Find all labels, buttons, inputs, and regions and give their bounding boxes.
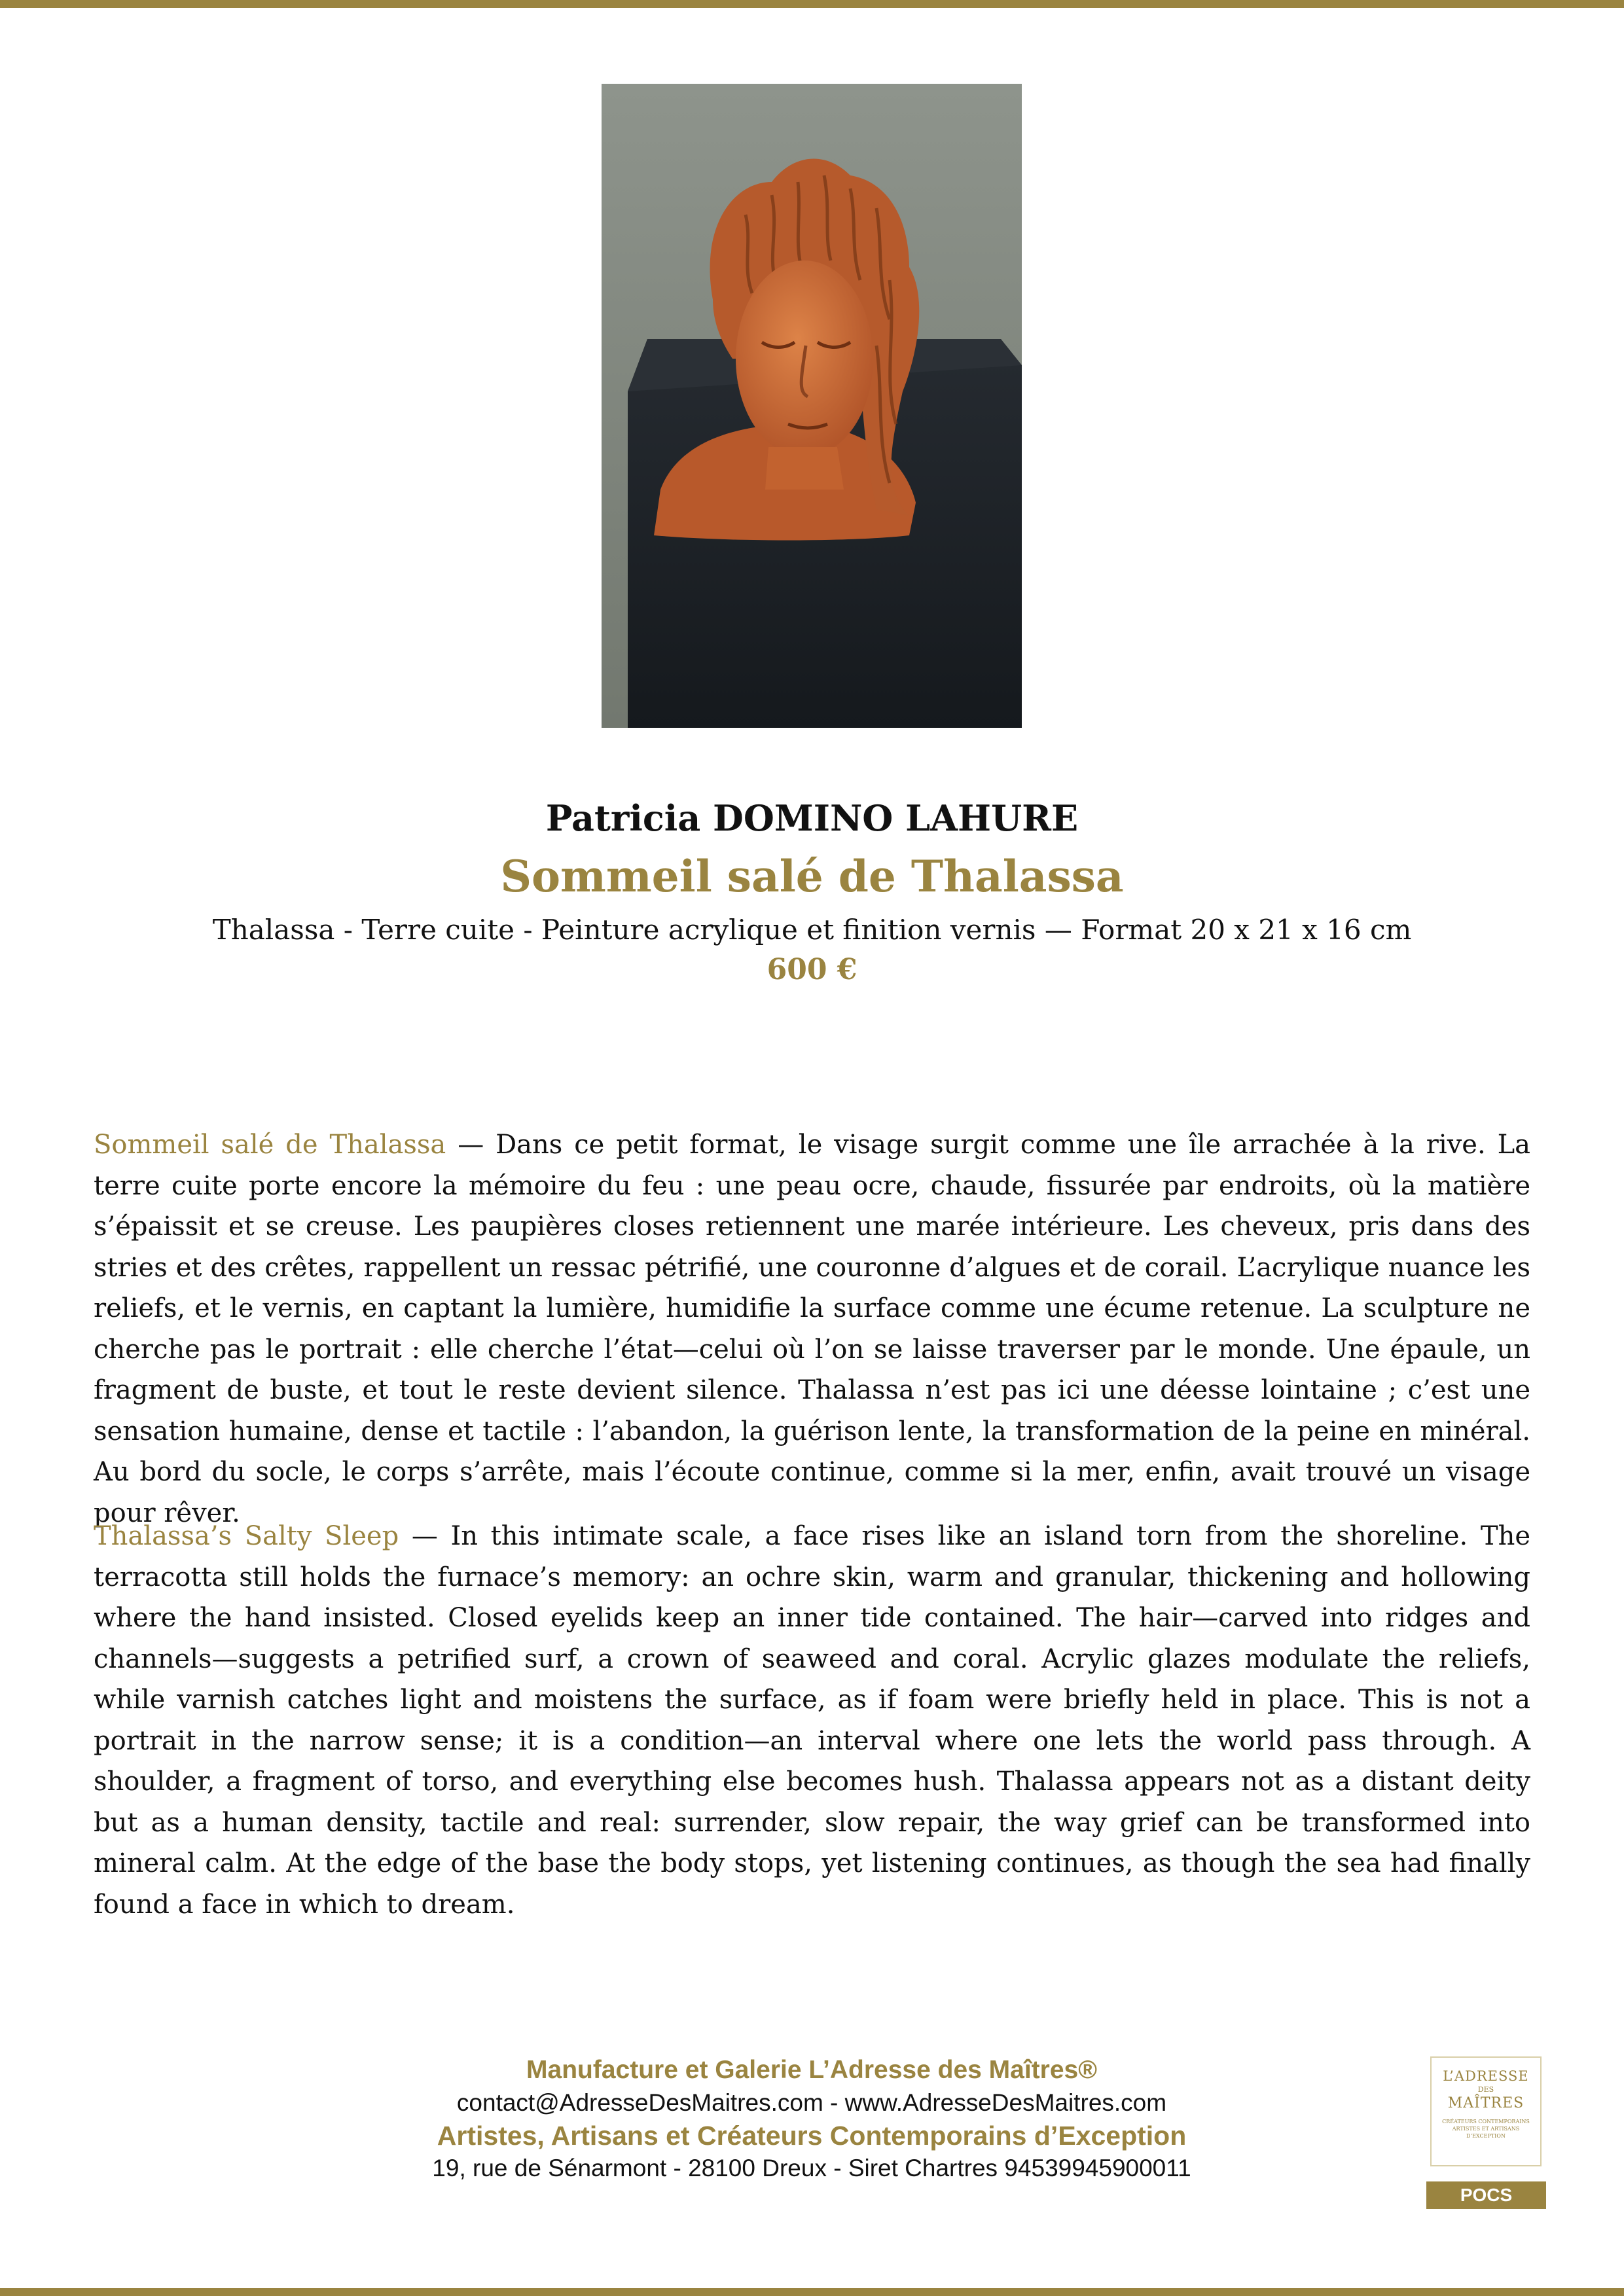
description-french-lead: Sommeil salé de Thalassa [94,1130,446,1160]
artwork-details: Thalassa - Terre cuite - Peinture acrylique et finition vernis — Format 20 x 21 x 16 cm [212,914,1412,946]
logo-line-4: CRÉATEURS CONTEMPORAINS ARTISTES ET ARTISANS D’EXCEPTION [1442,2119,1530,2139]
logo-line-2: DES [1477,2085,1494,2094]
footer-gallery-name: Manufacture et Galerie L’Adresse des Maîtres® [526,2056,1097,2084]
footer-tagline: Artistes, Artisans et Créateurs Contemporains d’Exception [437,2121,1187,2151]
pocs-badge: POCS [1426,2181,1546,2209]
description-english [94,1516,1530,1925]
bottom-border-rule [0,2288,1624,2296]
footer-address: 19, rue de Sénarmont - 28100 Dreux - Siret Chartres 94539945900011 [432,2155,1191,2181]
footer-contact[interactable]: contact@AdresseDesMaitres.com - www.AdresseDesMaitres.com [456,2089,1167,2116]
footer [353,2054,1270,2185]
description-french-text: — Dans ce petit format, le visage surgit comme une île arrachée à la rive. La terre cuite porte encore la mémoire du feu : une peau ocre, chaude, fissurée par endroits, où la matière s’épaissit et se creuse. Les paupières closes retiennent une marée intérieure. Les cheveux, pris dans des stries et des crêtes, rappellent un ressac pétrifié, une couronne d’algues et de corail. L’acrylique nuance les reliefs, et le vernis, en captant la lumière, humidifie la surface comme une écume retenue. La sculpture ne cherche pas le portrait : elle cherche l’état—celui où l’on se laisse traverser par le monde. Une épaule, un fragment de buste, et tout le reste devient silence. Thalassa n’est pas ici une déesse lointaine ; c’est une sensation humaine, dense et tactile : l’abandon, la guérison lente, la transformation de la peine en minéral. Au bord du socle, le corps s’arrête, mais l’écoute continue, comme si la mer, enfin, avait trouvé un visage pour rêver. [94,1130,1530,1528]
artwork-price: 600 € [767,953,857,986]
sculpture-photo-drawing [602,84,1022,728]
logo-line-1: L’ADRESSE [1443,2068,1529,2084]
logo-line-3: MAÎTRES [1447,2095,1525,2111]
gallery-logo-icon [1430,2056,1542,2166]
sculpture-photo [602,84,1022,728]
description-english-lead: Thalassa’s Salty Sleep [94,1521,399,1551]
description-english-text: — In this intimate scale, a face rises like an island torn from the shoreline. The terracotta still holds the furnace’s memory: an ochre skin, warm and granular, thickening and hollowing where the hand insisted. Closed eyelids keep an inner tide contained. The hair—carved into ridges and channels—suggests a petrified surf, a crown of seaweed and coral. Acrylic glazes modulate the reliefs, while varnish catches light and moistens the surface, as if foam were briefly held in place. This is not a portrait in the narrow sense; it is a condition—an interval where one lets the world pass through. A shoulder, a fragment of torso, and everything else becomes hush. Thalassa appears not as a distant deity but as a human density, tactile and real: surrender, slow repair, the way grief can be transformed into mineral calm. At the edge of the base the body stops, yet listening continues, as though the sea had finally found a face in which to dream. [94,1521,1531,1920]
top-border-rule [0,0,1624,8]
artist-name: Patricia DOMINO LAHURE [545,797,1079,839]
artwork-title: Sommeil salé de Thalassa [500,851,1124,902]
description-french [94,1124,1530,1534]
